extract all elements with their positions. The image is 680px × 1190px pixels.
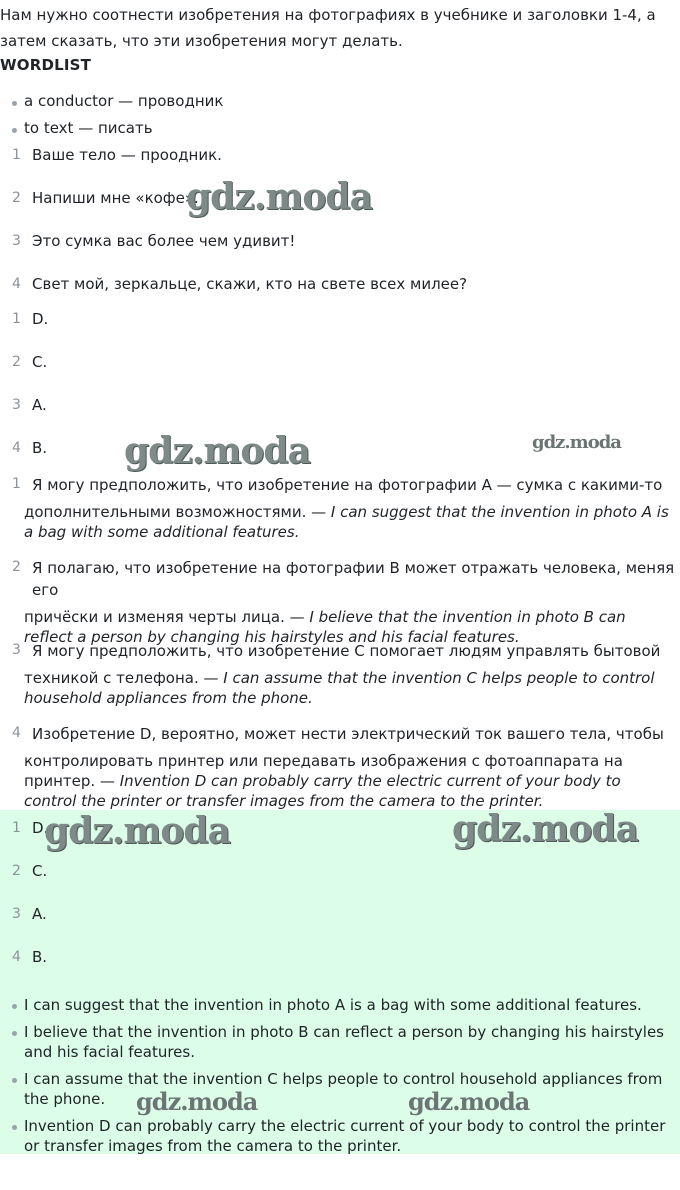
watermark-logo: gdz.moda [124,430,310,472]
answer-item: B. [32,948,48,966]
item-number: 4 [12,725,21,741]
watermark-logo: gdz.moda [532,432,621,453]
item-number: 2 [12,863,21,879]
answer-item: D. [32,310,49,328]
en-list-item: I can assume that the invention C helps people to control household appliances from the phone. [24,1070,663,1108]
item-number: 2 [12,190,21,206]
wordlist-item: to text — писать [24,119,153,137]
bullet-dot [12,1125,17,1130]
watermark-logo: gdz.moda [408,1087,530,1116]
item-number: 2 [12,354,21,370]
sentence-ru-rest: дополнительными возможностями. — [24,503,331,521]
item-number: 3 [12,906,21,922]
headline-item: Свет мой, зеркальце, скажи, кто на свете всех милее? [32,275,468,293]
bullet-dot [12,101,17,106]
answer-item: C. [32,862,48,880]
item-number: 3 [12,642,21,658]
bullet-dot [12,128,17,133]
answer-item: A. [32,396,47,414]
item-number: 1 [12,147,21,163]
headline-item: Ваше тело — проодник. [32,146,222,164]
item-number: 1 [12,820,21,836]
sentence-item [24,474,676,542]
answer-item: D. [32,819,49,837]
bullet-dot [12,1031,17,1036]
sentence-ru-rest: техникой с телефона. — [24,669,224,687]
bullet-dot [12,1004,17,1009]
item-number: 2 [12,559,21,575]
sentence-ru-rest: причёски и изменяя черты лица. — [24,608,310,626]
sentence-ru-first: Я могу предположить, что изобретение C помогает людям управлять бытовой [32,642,661,660]
answer-item: A. [32,905,47,923]
headline-item: Это сумка вас более чем удивит! [32,232,296,250]
sentence-item [24,723,676,811]
answer-item: B. [32,439,48,457]
sentence-item [24,640,676,708]
task-intro: Нам нужно соотнести изобретения на фотографиях в учебнике и заголовки 1-4, а затем сказать, что эти изобретения могут делать. [0,6,656,50]
answer-item: C. [32,353,48,371]
item-number: 1 [12,476,21,492]
sentence-en: I can suggest that the invention in photo A is a bag with some additional features. [24,503,669,541]
sentence-ru-rest: контролировать принтер или передавать изображения с фотоаппарата на принтер. — [24,752,623,790]
watermark-logo: gdz.moda [186,176,372,218]
item-number: 3 [12,397,21,413]
sentence-ru-first: Изобретение D, вероятно, может нести электрический ток вашего тела, чтобы [32,725,664,743]
item-number: 3 [12,233,21,249]
sentence-en: Invention D can probably carry the electric current of your body to control the printer or transfer images from the camera to the printer. [24,772,621,810]
en-list-item: Invention D can probably carry the electric current of your body to control the printer or transfer images from the camera to the printer. [24,1117,666,1155]
item-number: 1 [12,311,21,327]
item-number: 4 [12,440,21,456]
wordlist-heading: WORDLIST [0,56,92,74]
watermark-logo: gdz.moda [44,810,230,852]
watermark-logo: gdz.moda [136,1087,258,1116]
sentence-ru-first: Я полагаю, что изобретение на фотографии B может отражать человека, меняя его [32,559,675,599]
item-number: 4 [12,949,21,965]
sentence-item [24,557,676,647]
item-number: 4 [12,276,21,292]
headline-item: Напиши мне «кофе». [32,189,199,207]
en-list-item: I believe that the invention in photo B can reflect a person by changing his hairstyles and his facial features. [24,1023,664,1061]
sentence-ru-first: Я могу предположить, что изобретение на фотографии A — сумка с какими-то [32,476,663,494]
bullet-dot [12,1078,17,1083]
en-list-item: I can suggest that the invention in photo A is a bag with some additional features. [24,996,642,1014]
sentence-en: I believe that the invention in photo B can reflect a person by changing his hairstyles and his facial features. [24,608,626,646]
sentence-en: I can assume that the invention C helps people to control household appliances from the phone. [24,669,655,707]
wordlist-item: a conductor — проводник [24,92,224,110]
watermark-logo: gdz.moda [452,808,638,850]
